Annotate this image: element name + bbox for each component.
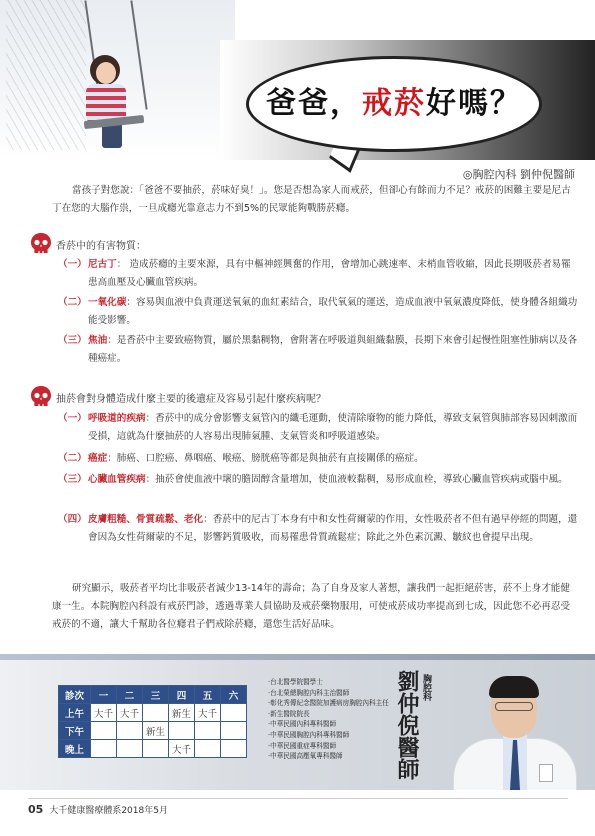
schedule-row-label: 下午 [59,722,91,740]
schedule-header-cell: 診次 [59,686,91,704]
item-number: （三） [58,335,87,346]
schedule-cell [117,740,143,758]
list-item [58,294,578,330]
schedule-cell: 大千 [91,704,117,722]
schedule-header-cell: 五 [195,686,221,704]
credential-item: · 新生醫院院長 [268,709,389,720]
item-text: 尼古丁： 造成菸癮的主要來源，具有中樞神經興奮的作用，會增加心跳速率、末梢血管收縮，因此長期吸菸者易罹患高血壓及心臟血管疾病。 [88,259,571,288]
schedule-header-cell: 六 [221,686,247,704]
schedule-header-cell: 四 [169,686,195,704]
list-item [58,450,578,468]
swing-girl-photo [0,0,235,160]
item-text: 癌症：肺癌、口腔癌、鼻咽癌、喉癌、膀胱癌等都是與抽菸有直接關係的癌症。 [88,453,424,464]
item-number: （二） [58,297,87,308]
credential-item: · 中華民國重症專科醫師 [268,741,389,752]
schedule-header-cell: 三 [143,686,169,704]
schedule-cell [221,704,247,722]
credential-item: · 台北醫學院醫學士 [268,677,389,688]
list-item [58,332,578,368]
schedule-row-label: 上午 [59,704,91,722]
list-item [58,471,578,489]
schedule-cell [221,722,247,740]
page-footer [28,803,168,816]
schedule-row-afternoon [59,722,247,740]
closing-paragraph: 研究顯示，吸菸者平均比非吸菸者減少13-14年的壽命；為了自身及家人著想，讓我們一起拒絕菸害，菸不上身才能健康一生。本院胸腔內科設有戒菸門診，透過專業人員協助及戒菸藥物服用，可使戒菸成功率提高到七成，因此您不必再忍受戒菸的不適，讓大千幫助各位癮君子們戒除菸癮，還您生活好品味。 [52,583,571,630]
credential-item: · 中華民國高壓氧專科醫師 [268,751,389,762]
section-heading-diseases [28,384,326,410]
footer-divider [28,798,568,799]
schedule-cell: 大千 [195,704,221,722]
item-number: （一） [58,413,87,424]
schedule-cell [195,740,221,758]
schedule-cell [195,722,221,740]
page-title: 爸爸，戒菸好嗎？ [266,86,522,121]
schedule-cell [117,722,143,740]
schedule-cell [221,740,247,758]
page-number: 05 [28,803,44,816]
schedule-cell [143,704,169,722]
skull-icon [28,384,54,410]
item-number: （四） [58,514,87,525]
list-item [58,256,578,292]
section1-heading-text: 香菸中的有害物質： [56,240,146,252]
girl-face [96,62,116,84]
item-text: 呼吸道的疾病：香菸中的成分會影響支氣管內的纖毛運動，使清除廢物的能力降低，導致支氣管與肺部容易因刺激而受損，這就為什麼抽菸的人容易出現肺氣腫、支氣管炎和呼吸道感染。 [88,413,578,442]
item-number: （二） [58,453,87,464]
schedule-cell: 新生 [143,722,169,740]
schedule-cell: 新生 [169,704,195,722]
doctor-hair [489,676,539,698]
doctor-credentials [268,677,389,762]
id-badge [539,764,553,782]
item-number: （一） [58,259,87,270]
author-byline: ◎胸腔內科 劉仲倪醫師 [462,168,575,181]
doctor-portrait [445,668,585,790]
doctor-department: 胸腔科 [421,674,431,701]
swing-chain-right [130,0,147,109]
schedule-cell [169,722,195,740]
credential-item: · 中華民國胸腔內科專科醫師 [268,730,389,741]
clinic-schedule-table [58,685,247,758]
schedule-cell [143,740,169,758]
schedule-header-row [59,686,247,704]
section-heading-harmful-substances [28,231,146,257]
schedule-cell: 大千 [117,704,143,722]
doctor-name: 劉仲倪醫師 [394,670,419,780]
item-text: 焦油：是香菸中主要致癌物質，屬於黑黏稠物，會附著在呼吸道與組織黏膜，長期下來會引起慢性阻塞性肺病以及各種癌症。 [88,335,578,364]
glasses [495,702,533,711]
intro-paragraph: 當孩子對您說：「爸爸不要抽菸，菸味好臭！」。您是否想為家人而戒菸，但卻心有餘而力不足？戒菸的困難主要是尼古丁在您的大腦作祟，一旦成癮光靠意志力不到5%的民眾能夠戰勝菸癮。 [52,185,571,214]
item-text: 一氧化碳：容易與血液中負責運送氧氣的血紅素結合，取代氧氣的運送，造成血液中氧氣濃度降低，使身體各組織功能受影響。 [88,297,578,326]
item-text: 心臟血管疾病：抽菸會使血液中壞的膽固醇含量增加，使血液較黏稠，易形成血栓，導致心臟血管疾病或腦中風。 [88,474,568,485]
schedule-header-cell: 二 [117,686,143,704]
credential-item: · 台北榮總胸腔內科主治醫師 [268,688,389,699]
header-hero [0,0,595,180]
tree-branches [6,0,86,150]
list-item [58,511,578,547]
credential-item: · 中華民國內科專科醫師 [268,719,389,730]
schedule-row-morning [59,704,247,722]
list-item [58,410,578,446]
item-number: （三） [58,474,87,485]
schedule-row-evening [59,740,247,758]
credential-item: · 彰化秀傳紀念醫院加護病房胸腔內科主任 [268,698,389,709]
item-text: 皮膚粗糙、骨質疏鬆、老化：香菸中的尼古丁本身有中和女性荷爾蒙的作用，女性吸菸者不但有過早停經的問題，還會因為女性荷爾蒙的不足，影響鈣質吸收，而易罹患骨質疏鬆症；除此之外色素沉澱、皺紋也會提早出現。 [88,514,578,543]
schedule-row-label: 晚上 [59,740,91,758]
schedule-cell: 大千 [169,740,195,758]
publication-name: 大千健康醫療體系2018年5月 [49,806,168,816]
schedule-header-cell: 一 [91,686,117,704]
section2-heading-text: 抽菸會對身體造成什麼主要的後遺症及容易引起什麼疾病呢？ [56,393,326,405]
schedule-cell [91,740,117,758]
skull-icon [28,231,54,257]
schedule-cell [91,722,117,740]
